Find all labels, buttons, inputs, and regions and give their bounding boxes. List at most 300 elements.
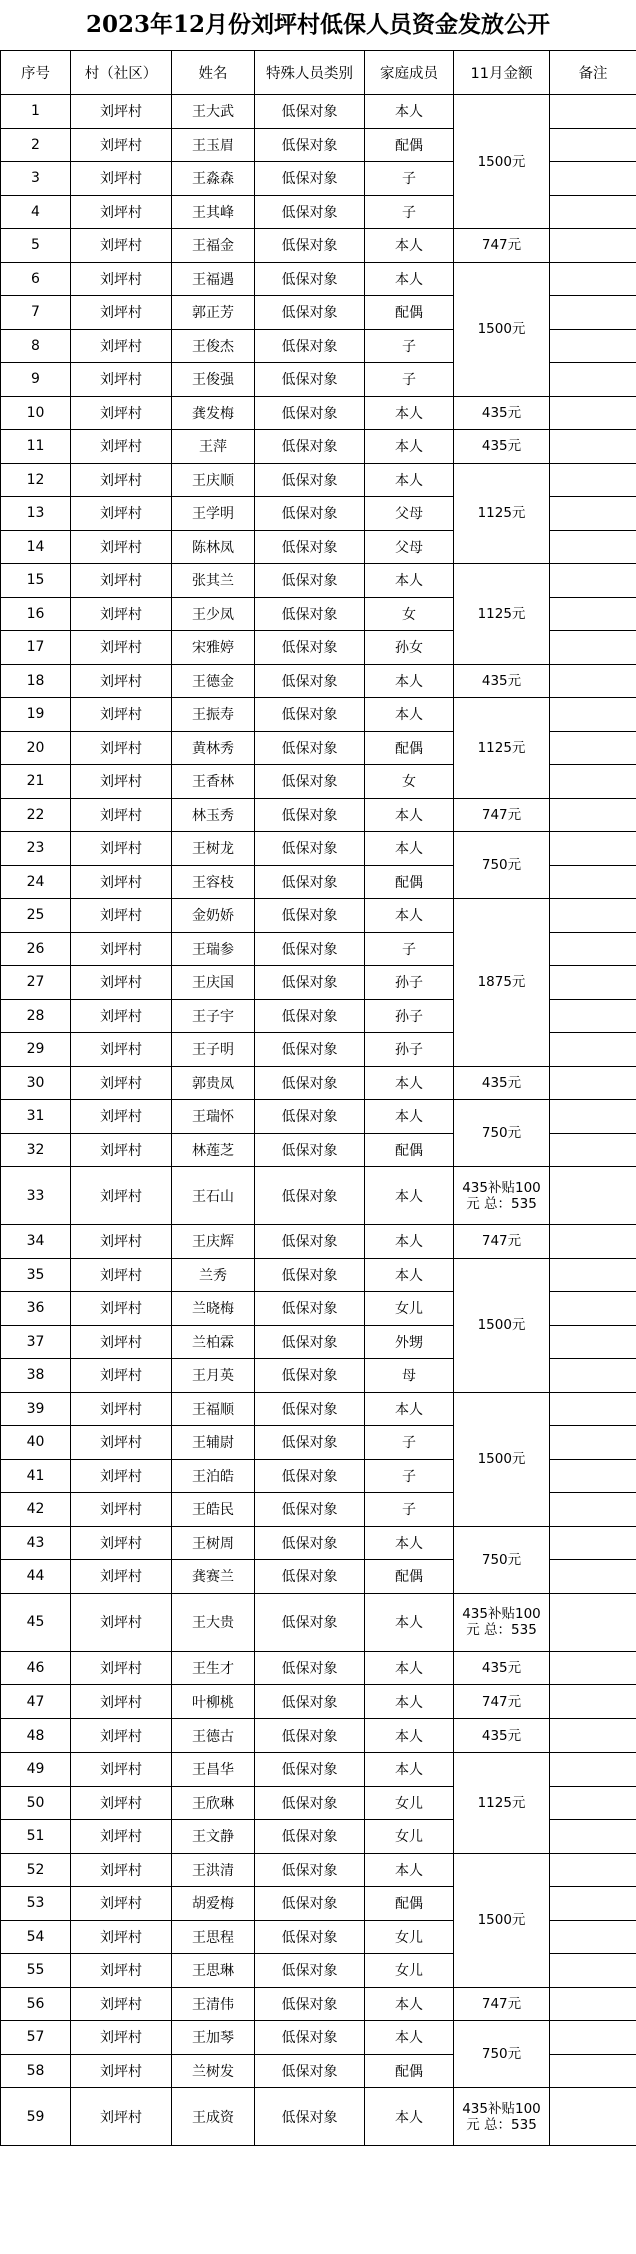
cell-family-member: 本人 [365,899,454,933]
cell-name: 王大武 [172,95,255,129]
cell-village: 刘坪村 [71,195,172,229]
cell-no: 52 [1,1853,71,1887]
cell-family-member: 本人 [365,1258,454,1292]
cell-name: 王树周 [172,1526,255,1560]
cell-name: 王学明 [172,497,255,531]
cell-amount: 747元 [454,229,550,263]
cell-family-member: 本人 [365,1593,454,1651]
cell-remark [550,363,636,397]
cell-family-member: 配偶 [365,1560,454,1594]
cell-family-member: 配偶 [365,865,454,899]
cell-amount: 1500元 [454,1853,550,1987]
cell-no: 20 [1,731,71,765]
cell-no: 13 [1,497,71,531]
table-row [1,1987,636,2021]
cell-family-member: 本人 [365,430,454,464]
cell-name: 王欣琳 [172,1786,255,1820]
page-title: 2023年12月份刘坪村低保人员资金发放公开 [85,11,551,38]
cell-name: 王俊杰 [172,329,255,363]
cell-name: 王庆顺 [172,463,255,497]
cell-no: 17 [1,631,71,665]
cell-village: 刘坪村 [71,162,172,196]
cell-family-member: 配偶 [365,2054,454,2088]
cell-remark [550,1359,636,1393]
cell-category: 低保对象 [255,865,365,899]
table-row [1,229,636,263]
cell-family-member: 本人 [365,262,454,296]
cell-name: 王庆国 [172,966,255,1000]
cell-category: 低保对象 [255,1225,365,1259]
cell-village: 刘坪村 [71,966,172,1000]
cell-family-member: 本人 [365,229,454,263]
cell-remark [550,1167,636,1225]
cell-family-member: 本人 [365,564,454,598]
cell-category: 低保对象 [255,95,365,129]
cell-category: 低保对象 [255,430,365,464]
cell-village: 刘坪村 [71,296,172,330]
cell-remark [550,430,636,464]
cell-amount: 747元 [454,798,550,832]
cell-remark [550,1685,636,1719]
cell-name: 王泊皓 [172,1459,255,1493]
cell-category: 低保对象 [255,1392,365,1426]
cell-no: 21 [1,765,71,799]
header-name: 姓名 [172,51,255,95]
cell-no: 48 [1,1719,71,1753]
cell-village: 刘坪村 [71,363,172,397]
table-row [1,463,636,497]
table-row [1,2088,636,2146]
cell-category: 低保对象 [255,1258,365,1292]
table-row [1,664,636,698]
cell-amount: 750元 [454,1526,550,1593]
cell-village: 刘坪村 [71,329,172,363]
cell-name: 王瑞怀 [172,1100,255,1134]
cell-amount: 435元 [454,1651,550,1685]
cell-name: 王福金 [172,229,255,263]
header-village: 村（社区） [71,51,172,95]
cell-remark [550,1066,636,1100]
cell-family-member: 本人 [365,1853,454,1887]
cell-category: 低保对象 [255,1292,365,1326]
cell-village: 刘坪村 [71,262,172,296]
cell-family-member: 配偶 [365,296,454,330]
cell-no: 23 [1,832,71,866]
cell-remark [550,1753,636,1787]
cell-remark [550,229,636,263]
cell-remark [550,564,636,598]
cell-no: 3 [1,162,71,196]
cell-village: 刘坪村 [71,1325,172,1359]
table-row [1,95,636,129]
header-amount: 11月金额 [454,51,550,95]
table-row [1,1258,636,1292]
cell-remark [550,1954,636,1988]
cell-category: 低保对象 [255,296,365,330]
cell-name: 王大贵 [172,1593,255,1651]
cell-category: 低保对象 [255,1853,365,1887]
cell-remark [550,731,636,765]
table-row [1,698,636,732]
cell-remark [550,1786,636,1820]
cell-name: 王皓民 [172,1493,255,1527]
cell-category: 低保对象 [255,1719,365,1753]
cell-name: 王容枝 [172,865,255,899]
header-category: 特殊人员类别 [255,51,365,95]
cell-family-member: 子 [365,1493,454,1527]
table-row [1,2021,636,2055]
cell-village: 刘坪村 [71,1753,172,1787]
cell-family-member: 子 [365,329,454,363]
cell-category: 低保对象 [255,1753,365,1787]
cell-name: 王洪清 [172,1853,255,1887]
cell-village: 刘坪村 [71,1066,172,1100]
cell-village: 刘坪村 [71,1593,172,1651]
table-body [1,95,636,2146]
cell-no: 42 [1,1493,71,1527]
cell-remark [550,1719,636,1753]
cell-village: 刘坪村 [71,1987,172,2021]
cell-amount: 1125元 [454,698,550,799]
cell-family-member: 女儿 [365,1920,454,1954]
cell-no: 51 [1,1820,71,1854]
cell-remark [550,698,636,732]
cell-family-member: 父母 [365,530,454,564]
cell-village: 刘坪村 [71,731,172,765]
cell-category: 低保对象 [255,1954,365,1988]
table-row [1,1593,636,1651]
cell-family-member: 本人 [365,1651,454,1685]
cell-family-member: 子 [365,195,454,229]
cell-amount: 1125元 [454,564,550,665]
cell-remark [550,899,636,933]
cell-village: 刘坪村 [71,1033,172,1067]
cell-remark [550,1887,636,1921]
cell-village: 刘坪村 [71,564,172,598]
cell-amount: 435元 [454,396,550,430]
table-row [1,1100,636,1134]
cell-category: 低保对象 [255,1459,365,1493]
cell-name: 林莲芝 [172,1133,255,1167]
cell-remark [550,798,636,832]
cell-amount: 1500元 [454,95,550,229]
cell-name: 张其兰 [172,564,255,598]
cell-name: 王德古 [172,1719,255,1753]
cell-remark [550,1392,636,1426]
cell-remark [550,1133,636,1167]
cell-no: 24 [1,865,71,899]
cell-category: 低保对象 [255,698,365,732]
cell-family-member: 父母 [365,497,454,531]
cell-name: 林玉秀 [172,798,255,832]
cell-name: 王萍 [172,430,255,464]
cell-name: 王加琴 [172,2021,255,2055]
cell-no: 57 [1,2021,71,2055]
cell-name: 王辅尉 [172,1426,255,1460]
cell-category: 低保对象 [255,1685,365,1719]
cell-remark [550,1225,636,1259]
cell-village: 刘坪村 [71,396,172,430]
cell-no: 45 [1,1593,71,1651]
cell-category: 低保对象 [255,597,365,631]
cell-remark [550,631,636,665]
cell-category: 低保对象 [255,1526,365,1560]
cell-no: 2 [1,128,71,162]
cell-remark [550,1820,636,1854]
cell-name: 王其峰 [172,195,255,229]
cell-remark [550,2054,636,2088]
cell-family-member: 本人 [365,396,454,430]
cell-category: 低保对象 [255,128,365,162]
table-row [1,1167,636,1225]
cell-category: 低保对象 [255,2088,365,2146]
cell-no: 18 [1,664,71,698]
cell-no: 53 [1,1887,71,1921]
table-row [1,832,636,866]
cell-remark [550,597,636,631]
cell-category: 低保对象 [255,1820,365,1854]
cell-no: 39 [1,1392,71,1426]
cell-family-member: 孙女 [365,631,454,665]
cell-family-member: 本人 [365,2021,454,2055]
cell-amount: 435补贴100元 总：535 [454,1167,550,1225]
cell-category: 低保对象 [255,195,365,229]
table-row [1,430,636,464]
cell-category: 低保对象 [255,631,365,665]
cell-category: 低保对象 [255,1560,365,1594]
cell-remark [550,1325,636,1359]
cell-name: 兰秀 [172,1258,255,1292]
cell-name: 王德金 [172,664,255,698]
cell-village: 刘坪村 [71,932,172,966]
cell-category: 低保对象 [255,932,365,966]
cell-remark [550,1593,636,1651]
cell-remark [550,195,636,229]
cell-no: 55 [1,1954,71,1988]
allowance-table [0,50,636,2146]
cell-category: 低保对象 [255,1133,365,1167]
cell-remark [550,1853,636,1887]
table-row [1,396,636,430]
cell-remark [550,1493,636,1527]
table-row [1,564,636,598]
cell-name: 王瑞参 [172,932,255,966]
cell-no: 54 [1,1920,71,1954]
cell-family-member: 本人 [365,1685,454,1719]
cell-remark [550,262,636,296]
cell-name: 王玉眉 [172,128,255,162]
cell-family-member: 本人 [365,1719,454,1753]
cell-family-member: 本人 [365,1392,454,1426]
cell-village: 刘坪村 [71,698,172,732]
cell-remark [550,765,636,799]
cell-name: 胡爱梅 [172,1887,255,1921]
cell-amount: 435元 [454,1719,550,1753]
cell-family-member: 本人 [365,832,454,866]
cell-no: 41 [1,1459,71,1493]
cell-remark [550,162,636,196]
cell-no: 9 [1,363,71,397]
cell-no: 25 [1,899,71,933]
cell-remark [550,463,636,497]
cell-amount: 435元 [454,1066,550,1100]
cell-no: 32 [1,1133,71,1167]
cell-no: 6 [1,262,71,296]
cell-amount: 750元 [454,1100,550,1167]
cell-village: 刘坪村 [71,497,172,531]
cell-category: 低保对象 [255,530,365,564]
cell-amount: 435补贴100元 总：535 [454,2088,550,2146]
cell-amount: 1125元 [454,463,550,564]
cell-no: 14 [1,530,71,564]
cell-remark [550,497,636,531]
cell-category: 低保对象 [255,765,365,799]
cell-no: 8 [1,329,71,363]
cell-family-member: 子 [365,162,454,196]
cell-name: 宋雅婷 [172,631,255,665]
cell-category: 低保对象 [255,564,365,598]
cell-category: 低保对象 [255,1167,365,1225]
cell-family-member: 本人 [365,1225,454,1259]
cell-remark [550,396,636,430]
cell-family-member: 本人 [365,1987,454,2021]
cell-name: 陈林凤 [172,530,255,564]
cell-name: 王香林 [172,765,255,799]
cell-family-member: 本人 [365,463,454,497]
cell-name: 金奶娇 [172,899,255,933]
cell-no: 43 [1,1526,71,1560]
cell-amount: 750元 [454,2021,550,2088]
header-family-member: 家庭成员 [365,51,454,95]
cell-family-member: 本人 [365,698,454,732]
cell-village: 刘坪村 [71,899,172,933]
cell-name: 王少凤 [172,597,255,631]
cell-no: 29 [1,1033,71,1067]
table-row [1,1225,636,1259]
cell-no: 12 [1,463,71,497]
cell-no: 35 [1,1258,71,1292]
cell-family-member: 女儿 [365,1820,454,1854]
cell-family-member: 母 [365,1359,454,1393]
cell-village: 刘坪村 [71,1651,172,1685]
cell-village: 刘坪村 [71,664,172,698]
cell-no: 36 [1,1292,71,1326]
cell-village: 刘坪村 [71,999,172,1033]
cell-no: 46 [1,1651,71,1685]
cell-village: 刘坪村 [71,1820,172,1854]
cell-amount: 747元 [454,1685,550,1719]
cell-family-member: 本人 [365,2088,454,2146]
cell-village: 刘坪村 [71,1426,172,1460]
cell-category: 低保对象 [255,832,365,866]
cell-no: 44 [1,1560,71,1594]
cell-family-member: 本人 [365,1526,454,1560]
cell-family-member: 本人 [365,664,454,698]
cell-no: 40 [1,1426,71,1460]
cell-name: 王生才 [172,1651,255,1685]
cell-remark [550,664,636,698]
cell-family-member: 本人 [365,798,454,832]
cell-amount: 1875元 [454,899,550,1067]
table-row [1,1392,636,1426]
cell-name: 龚发梅 [172,396,255,430]
cell-amount: 1500元 [454,262,550,396]
cell-name: 王福顺 [172,1392,255,1426]
cell-name: 王思程 [172,1920,255,1954]
cell-family-member: 本人 [365,95,454,129]
cell-family-member: 女儿 [365,1954,454,1988]
cell-category: 低保对象 [255,1100,365,1134]
cell-name: 王俊强 [172,363,255,397]
cell-village: 刘坪村 [71,1685,172,1719]
cell-no: 16 [1,597,71,631]
cell-remark [550,530,636,564]
cell-no: 33 [1,1167,71,1225]
cell-remark [550,1426,636,1460]
cell-family-member: 子 [365,1459,454,1493]
cell-no: 49 [1,1753,71,1787]
cell-name: 王福遇 [172,262,255,296]
cell-family-member: 外甥 [365,1325,454,1359]
cell-category: 低保对象 [255,1493,365,1527]
cell-category: 低保对象 [255,162,365,196]
cell-family-member: 配偶 [365,1887,454,1921]
cell-village: 刘坪村 [71,1920,172,1954]
cell-amount: 435元 [454,664,550,698]
header-remark: 备注 [550,51,636,95]
cell-amount: 1125元 [454,1753,550,1854]
cell-category: 低保对象 [255,1325,365,1359]
cell-village: 刘坪村 [71,530,172,564]
cell-name: 王清伟 [172,1987,255,2021]
cell-no: 50 [1,1786,71,1820]
cell-village: 刘坪村 [71,1954,172,1988]
cell-name: 王庆辉 [172,1225,255,1259]
cell-village: 刘坪村 [71,1258,172,1292]
cell-no: 10 [1,396,71,430]
cell-category: 低保对象 [255,731,365,765]
cell-category: 低保对象 [255,1593,365,1651]
cell-category: 低保对象 [255,1426,365,1460]
cell-amount: 747元 [454,1225,550,1259]
table-row [1,262,636,296]
cell-family-member: 女 [365,765,454,799]
table-row [1,1753,636,1787]
cell-village: 刘坪村 [71,1719,172,1753]
cell-village: 刘坪村 [71,798,172,832]
cell-village: 刘坪村 [71,430,172,464]
cell-name: 王思琳 [172,1954,255,1988]
cell-remark [550,832,636,866]
cell-no: 37 [1,1325,71,1359]
cell-remark [550,296,636,330]
cell-remark [550,999,636,1033]
cell-name: 王成资 [172,2088,255,2146]
cell-village: 刘坪村 [71,1292,172,1326]
cell-category: 低保对象 [255,2054,365,2088]
cell-category: 低保对象 [255,1920,365,1954]
cell-village: 刘坪村 [71,2021,172,2055]
cell-no: 58 [1,2054,71,2088]
cell-category: 低保对象 [255,229,365,263]
cell-village: 刘坪村 [71,229,172,263]
cell-village: 刘坪村 [71,1887,172,1921]
cell-remark [550,329,636,363]
cell-remark [550,865,636,899]
cell-category: 低保对象 [255,1359,365,1393]
cell-name: 王振寿 [172,698,255,732]
cell-category: 低保对象 [255,396,365,430]
